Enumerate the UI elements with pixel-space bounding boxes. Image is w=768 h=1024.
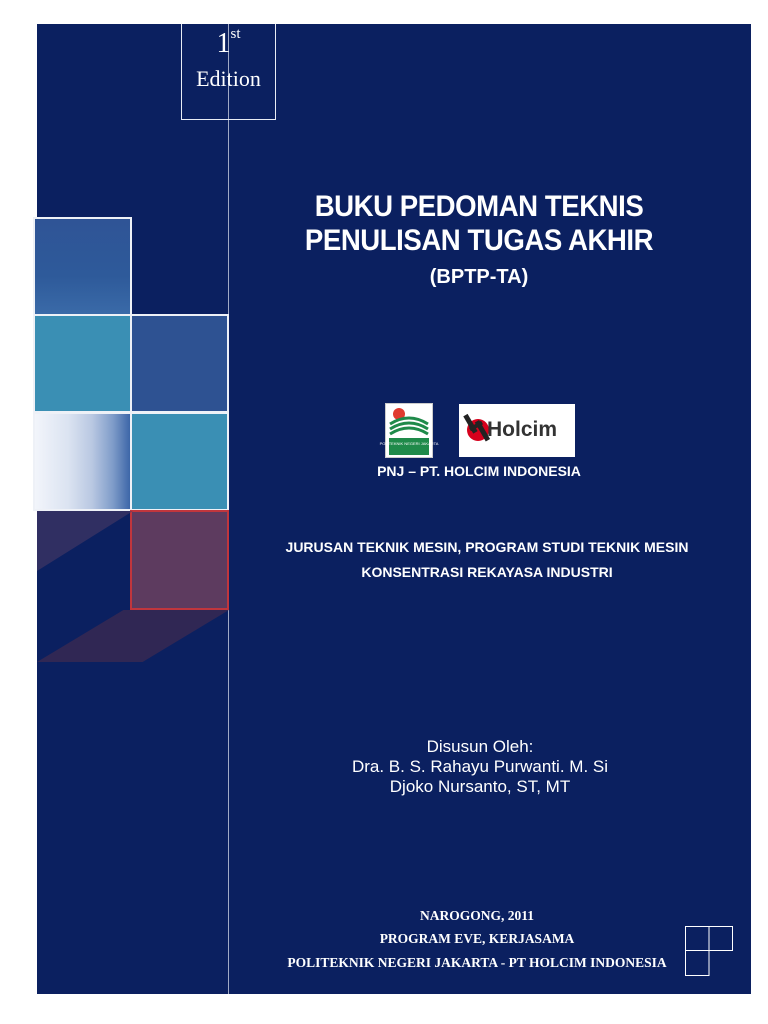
author-name: Dra. B. S. Rahayu Purwanti. M. Si — [351, 757, 609, 776]
title-line-1: BUKU PEDOMAN TEKNIS — [314, 190, 644, 223]
pnj-logo-icon — [379, 404, 439, 457]
department-line-1: JURUSAN TEKNIK MESIN, PROGRAM STUDI TEKNIK MESIN — [285, 539, 689, 555]
holcim-wordmark: Holcim — [487, 418, 558, 441]
decorative-tile-red — [130, 510, 229, 610]
pnj-logo — [379, 403, 439, 458]
edition-label: Edition — [196, 66, 261, 91]
authors-label: Disusun Oleh: — [426, 737, 534, 756]
footer-program: PROGRAM EVE, KERJASAMA — [379, 931, 575, 946]
department-line-2: KONSENTRASI REKAYASA INDUSTRI — [361, 564, 613, 580]
edition-box — [181, 24, 276, 120]
decorative-tile — [33, 217, 132, 316]
decorative-tile — [130, 314, 229, 413]
decorative-tile — [130, 412, 229, 511]
edition-number: 1st — [216, 25, 241, 59]
holcim-logo — [459, 404, 575, 457]
decorative-shadow — [37, 511, 133, 571]
title-abbreviation: (BPTP-TA) — [429, 266, 529, 288]
grid-icon — [685, 926, 733, 976]
title-line-2: PENULISAN TUGAS AKHIR — [304, 224, 654, 257]
footer-place-year: NAROGONG, 2011 — [419, 908, 534, 923]
decorative-tile — [33, 314, 132, 413]
author-name: Djoko Nursanto, ST, MT — [389, 777, 571, 796]
pnj-logo-text: POLITEKNIK NEGERI JAKARTA — [379, 441, 439, 446]
decorative-shadow — [37, 610, 229, 662]
organization-line: PNJ – PT. HOLCIM INDONESIA — [377, 463, 581, 479]
book-cover — [37, 24, 751, 994]
decorative-tile — [33, 412, 132, 511]
authors-block — [297, 737, 663, 797]
footer-institutions: POLITEKNIK NEGERI JAKARTA - PT HOLCIM INDONESIA — [287, 955, 667, 970]
